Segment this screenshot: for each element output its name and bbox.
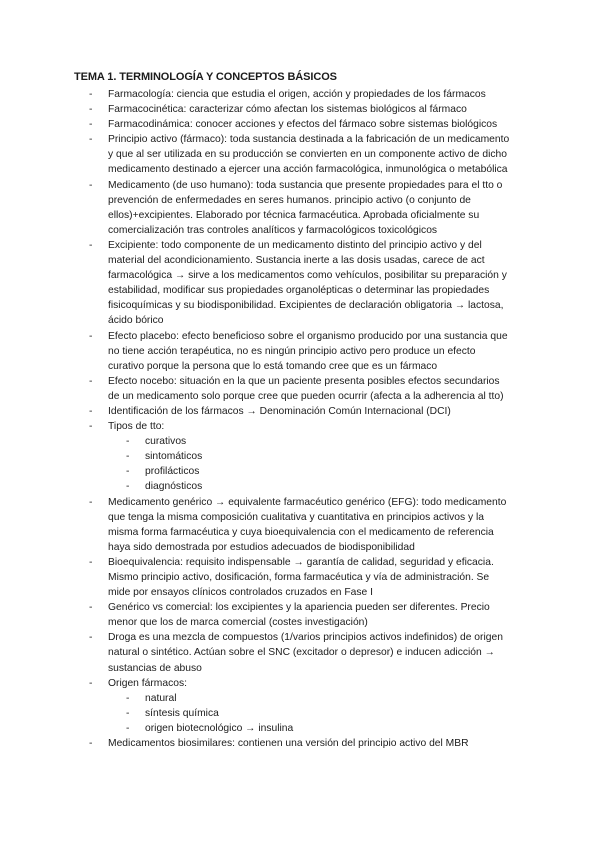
- list-item-text: Efecto nocebo: situación en la que un paciente presenta posibles efectos secundarios de un medicamento solo porque cree que pueden ocurrir (afecta a la adherencia al tto): [108, 375, 504, 402]
- sub-list: [108, 434, 513, 494]
- list-item: [0, 630, 513, 675]
- list-item: [0, 736, 513, 751]
- sub-list-item: [0, 434, 513, 449]
- list-item-text: Identificación de los fármacos → Denominación Común Internacional (DCI): [108, 405, 451, 417]
- bullet-dash: -: [126, 481, 130, 493]
- list-item-text: Farmacodinámica: conocer acciones y efectos del fármaco sobre sistemas biológicos: [108, 119, 498, 131]
- sub-list-item-text: profilácticos: [145, 466, 200, 478]
- list-item: [0, 102, 513, 117]
- list-item-text: Excipiente: todo componente de un medicamento distinto del principio activo y del material del acondicionamiento. Sustancia inerte a las dosis usadas, carece de act farmacológica → sirve a los medicamentos como vehículos, posibilitar su preparación y estabilidad, modificar sus propiedades organolépticas o determinar las propiedades fisicoquímicas y su biodisponibilidad. Excipientes de declaración obligatoria → lactosa, ácido bórico: [108, 239, 507, 327]
- bullet-dash: -: [126, 692, 130, 704]
- sub-list-item-text: origen biotecnológico → insulina: [145, 722, 294, 734]
- bullet-dash: -: [126, 722, 130, 734]
- list-item: [0, 404, 513, 419]
- bullet-dash: -: [89, 677, 93, 689]
- bullet-dash: -: [89, 119, 93, 131]
- bullet-list: [0, 87, 600, 751]
- sub-list-item-text: diagnósticos: [145, 481, 203, 493]
- bullet-dash: -: [89, 239, 93, 251]
- list-item-text: Farmacología: ciencia que estudia el origen, acción y propiedades de los fármacos: [108, 89, 486, 100]
- list-item: [0, 600, 513, 630]
- bullet-dash: -: [126, 436, 130, 448]
- page-title: TEMA 1. TERMINOLOGÍA Y CONCEPTOS BÁSICOS: [74, 71, 337, 83]
- list-item-text: Origen fármacos:: [108, 677, 187, 689]
- list-item-text: Tipos de tto:: [108, 421, 165, 433]
- bullet-dash: -: [89, 375, 93, 387]
- list-item-text: Droga es una mezcla de compuestos (1/varios principios activos indefinidos) de origen natural o sintético. Actúan sobre el SNC (excitador o depresor) e inducen adicción → sustancias de abuso: [108, 632, 503, 674]
- sub-list-item-text: curativos: [145, 436, 187, 448]
- bullet-dash: -: [89, 602, 93, 614]
- list-item: [0, 132, 513, 177]
- bullet-dash: -: [89, 738, 93, 750]
- sub-list-item-text: natural: [145, 692, 177, 704]
- list-item: [0, 374, 513, 404]
- list-item: [0, 329, 513, 374]
- bullet-dash: -: [126, 707, 130, 719]
- sub-list-item: [0, 706, 513, 721]
- list-item-text: Medicamento genérico → equivalente farmacéutico genérico (EFG): todo medicamento que tenga la misma composición cualitativa y cuantitativa en principios activos y la misma forma farmacéutica y cuya bioequivalencia con el medicamento de referencia haya sido demostrada por estudios adecuados de biodisponibilidad: [108, 496, 507, 553]
- bullet-dash: -: [89, 134, 93, 146]
- list-item: [0, 495, 513, 555]
- list-item-text: Medicamento (de uso humano): toda sustancia que presente propiedades para el tto o prevención de enfermedades en seres humanos. principio activo (o conjunto de ellos)+excipientes. Elaborado por técnica farmacéutica. Aprobada oficialmente su comercialización tras controles analíticos y farmacológicos toxicológicos: [108, 179, 503, 236]
- list-item: [0, 555, 513, 600]
- list-item-text: Medicamentos biosimilares: contienen una versión del principio activo del MBR: [108, 738, 469, 750]
- bullet-dash: -: [89, 405, 93, 417]
- bullet-dash: -: [89, 496, 93, 508]
- list-item: [0, 238, 513, 329]
- bullet-dash: -: [89, 421, 93, 433]
- sub-list-item: [0, 721, 513, 736]
- sub-list-item-text: síntesis química: [145, 707, 219, 719]
- sub-list-item: [0, 449, 513, 464]
- sub-list: [108, 691, 513, 736]
- bullet-dash: -: [126, 466, 130, 478]
- list-item-text: Principio activo (fármaco): toda sustancia destinada a la fabricación de un medicamento y que al ser utilizada en su producción se convierten en un componente activo de dicho medicamento destinado a ejercer una acción farmacológica, inmunológica o metabólica: [108, 134, 510, 176]
- list-item-text: Genérico vs comercial: los excipientes y la apariencia pueden ser diferentes. Precio menor que los de marca comercial (costes investigación): [108, 602, 490, 629]
- bullet-dash: -: [89, 89, 93, 100]
- list-item: [0, 676, 513, 736]
- bullet-dash: -: [89, 632, 93, 644]
- list-item: [0, 178, 513, 238]
- bullet-dash: -: [89, 104, 93, 116]
- list-item: [0, 87, 513, 102]
- sub-list-item-text: sintomáticos: [145, 451, 203, 463]
- bullet-dash: -: [89, 179, 93, 191]
- bullet-dash: -: [89, 556, 93, 568]
- sub-list-item: [0, 479, 513, 494]
- list-item-text: Bioequivalencia: requisito indispensable → garantía de calidad, seguridad y eficacia. Mismo principio activo, dosificación, forma farmacéutica y vía de administración. Se mide por ensayos clínicos controlados cruzados en Fase I: [108, 556, 494, 599]
- bullet-dash: -: [89, 330, 93, 342]
- list-item-text: Efecto placebo: efecto beneficioso sobre el organismo producido por una sustancia que no tiene acción terapéutica, no es ningún principio activo pero produce un efecto curativo porque la persona que lo está tomando cree que es un fármaco: [108, 330, 508, 372]
- list-item: [0, 419, 513, 494]
- sub-list-item: [0, 691, 513, 706]
- list-item: [0, 117, 513, 132]
- sub-list-item: [0, 464, 513, 479]
- bullet-dash: -: [126, 451, 130, 463]
- list-item-text: Farmacocinética: caracterizar cómo afectan los sistemas biológicos al fármaco: [108, 104, 467, 116]
